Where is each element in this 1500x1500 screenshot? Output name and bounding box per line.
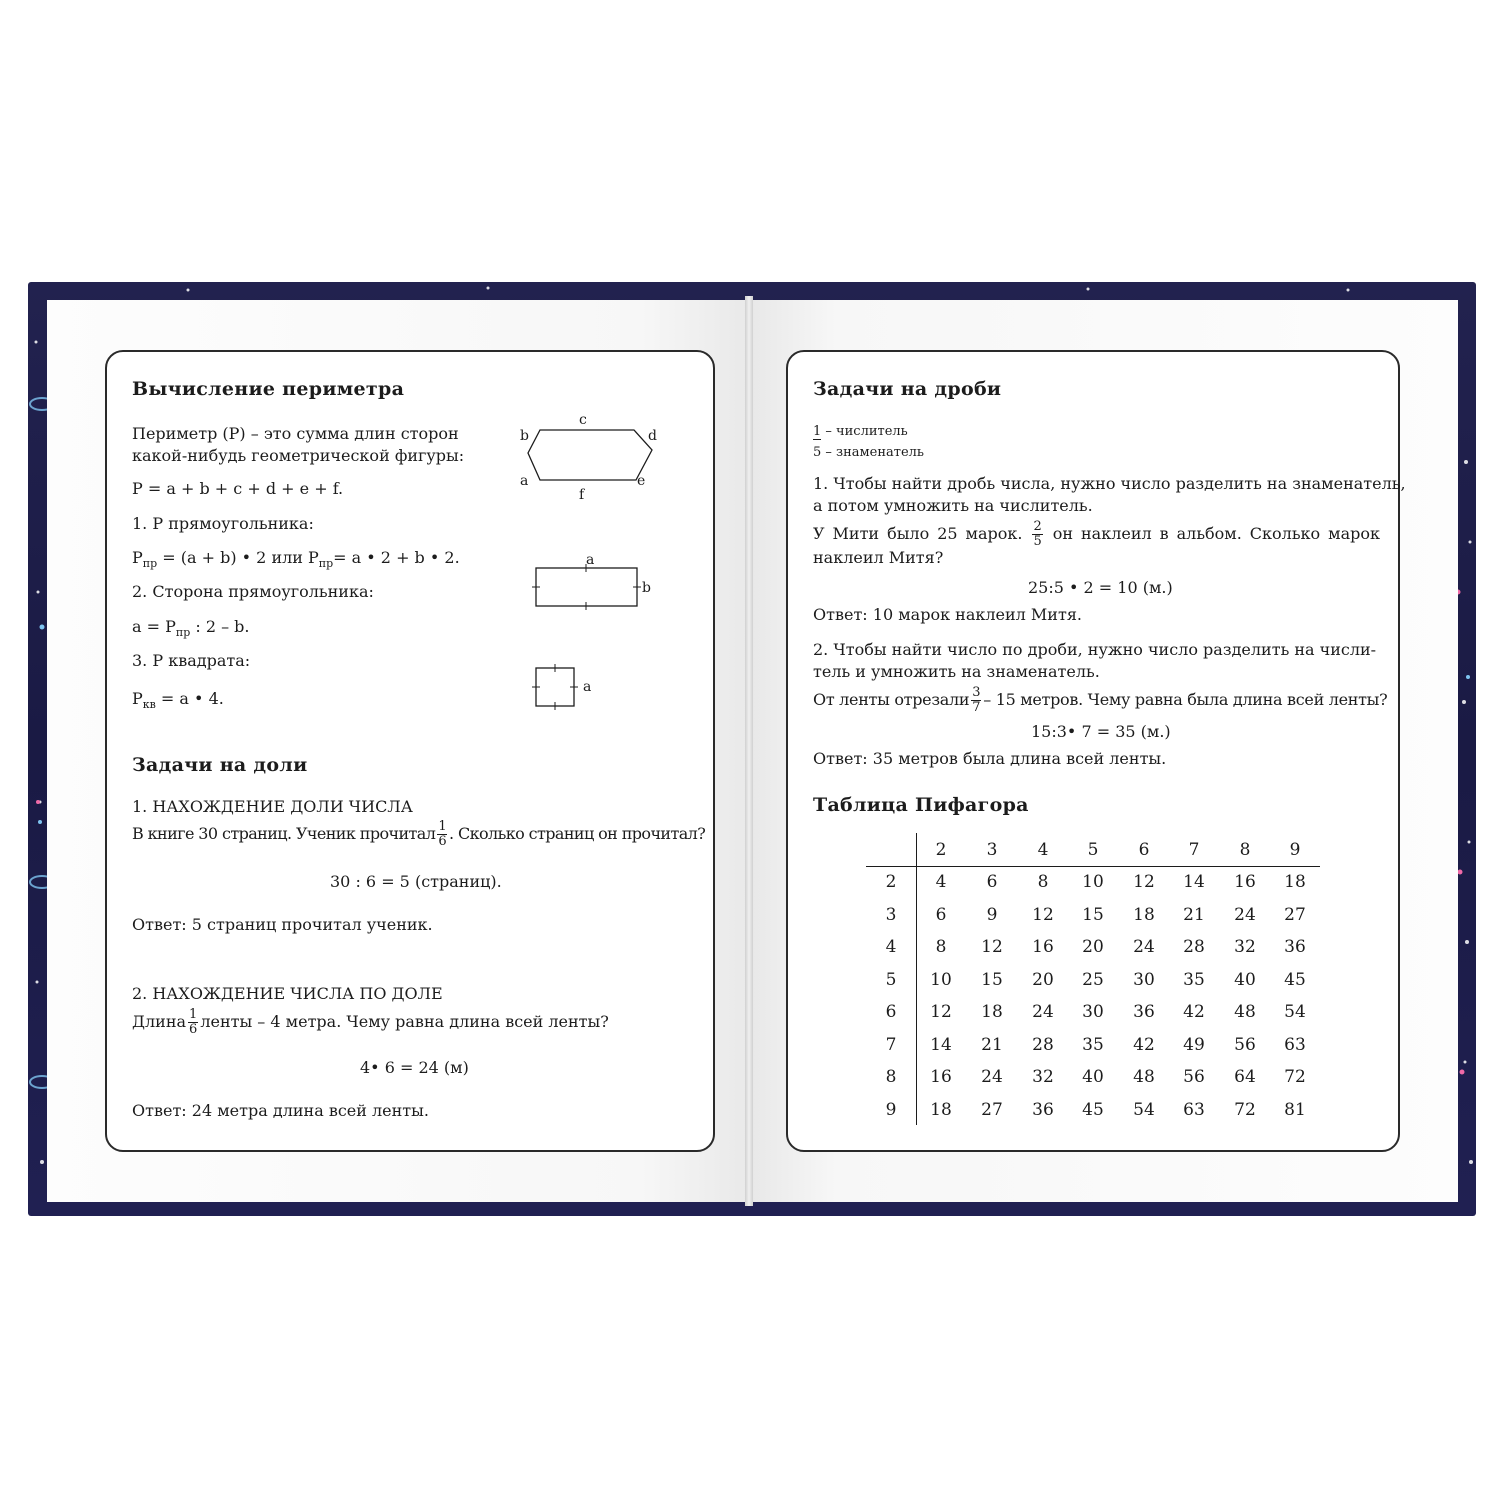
table-row-header: 3 [885, 905, 897, 925]
table-cell: 12 [1032, 905, 1054, 925]
table-cell: 14 [1183, 872, 1205, 892]
table-cell: 24 [981, 1067, 1003, 1087]
table-cell: 12 [1133, 872, 1155, 892]
table-cell: 20 [1032, 970, 1054, 990]
table-cell: 24 [1032, 1002, 1054, 1022]
table-cell: 12 [930, 1002, 952, 1022]
table-cell: 28 [1183, 937, 1205, 957]
table-cell: 36 [1284, 937, 1306, 957]
table-column-header: 2 [935, 840, 947, 860]
table-cell: 10 [1082, 872, 1104, 892]
fractions-task2-solution: 15:3• 7 = 35 (м.) [1031, 722, 1171, 741]
rect-perimeter-heading: 1. Р прямоугольника: [132, 514, 314, 533]
table-column-header: 6 [1138, 840, 1150, 860]
rect-side-formula: $a = Р_{пр}$ : 2 – b. [132, 617, 250, 639]
table-cell: 30 [1133, 970, 1155, 990]
table-row-header: 5 [885, 970, 897, 990]
table-cell: 8 [1037, 872, 1049, 892]
shares-s1-solution: 30 : 6 = 5 (страниц). [330, 872, 502, 891]
square-perimeter-heading: 3. Р квадрата: [132, 651, 251, 670]
table-cell: 32 [1234, 937, 1256, 957]
fractions-task1-answer: Ответ: 10 марок наклеил Митя. [813, 605, 1082, 624]
table-cell: 35 [1082, 1035, 1104, 1055]
hex-label-d: d [648, 428, 657, 444]
table-cell: 56 [1183, 1067, 1205, 1087]
table-row-header: 7 [885, 1035, 897, 1055]
table-cell: 48 [1234, 1002, 1256, 1022]
table-cell: 20 [1082, 937, 1104, 957]
table-cell: 72 [1234, 1100, 1256, 1120]
fraction-three-sevenths: $\frac{3}{7}$ [972, 685, 981, 715]
table-cell: 12 [981, 937, 1003, 957]
table-cell: 8 [935, 937, 947, 957]
table-cell: 63 [1284, 1035, 1306, 1055]
hex-label-b: b [520, 428, 529, 444]
table-cell: 6 [935, 905, 947, 925]
hex-label-a: a [520, 473, 529, 489]
table-column-header: 8 [1239, 840, 1251, 860]
table-cell: 63 [1183, 1100, 1205, 1120]
table-cell: 14 [930, 1035, 952, 1055]
rect-side-heading: 2. Сторона прямоугольника: [132, 582, 374, 601]
table-cell: 25 [1082, 970, 1104, 990]
fractions-rule1-line2: а потом умножить на числитель. [813, 496, 1093, 515]
table-cell: 18 [1133, 905, 1155, 925]
table-cell: 18 [930, 1100, 952, 1120]
table-row-header: 2 [885, 872, 897, 892]
table-cell: 45 [1082, 1100, 1104, 1120]
table-column-header: 9 [1289, 840, 1301, 860]
table-cell: 16 [1032, 937, 1054, 957]
hex-label-f: f [579, 487, 585, 503]
fraction-one-sixth-2: $\frac{1}{6}$ [189, 1007, 198, 1037]
shares-s1-task: В книге 30 страниц. Ученик прочитал $\frac{1}{6}$ . Сколько страниц он прочитал? [132, 819, 706, 849]
table-cell: 40 [1082, 1067, 1104, 1087]
shares-title: Задачи на доли [132, 754, 308, 776]
rect-label-a: a [586, 552, 595, 568]
table-column-header: 3 [986, 840, 998, 860]
table-row-header: 6 [885, 1002, 897, 1022]
numerator-definition: 1 – числитель [813, 424, 908, 439]
fractions-title: Задачи на дроби [813, 378, 1002, 400]
table-cell: 32 [1032, 1067, 1054, 1087]
table-cell: 49 [1183, 1035, 1205, 1055]
fractions-rule1-line1: 1. Чтобы найти дробь числа, нужно число разделить на знаменатель, [813, 474, 1406, 493]
table-cell: 40 [1234, 970, 1256, 990]
table-cell: 24 [1234, 905, 1256, 925]
pythagoras-title: Таблица Пифагора [813, 794, 1029, 816]
shares-s1-heading: 1. НАХОЖДЕНИЕ ДОЛИ ЧИСЛА [132, 797, 413, 816]
table-cell: 15 [981, 970, 1003, 990]
square-perimeter-formula: $Р_{кв} = a$ • 4. [132, 689, 224, 711]
table-cell: 30 [1082, 1002, 1104, 1022]
table-cell: 42 [1183, 1002, 1205, 1022]
table-column-header: 4 [1037, 840, 1049, 860]
table-cell: 36 [1032, 1100, 1054, 1120]
rect-label-b: b [642, 580, 651, 596]
fraction-two-fifths: $\frac{2}{5}$ [1033, 519, 1042, 549]
table-cell: 4 [935, 872, 947, 892]
table-cell: 45 [1284, 970, 1306, 990]
fractions-task1-line2: наклеил Митя? [813, 548, 944, 567]
fractions-rule2-line1: 2. Чтобы найти число по дроби, нужно число разделить на числи- [813, 640, 1377, 659]
table-cell: 72 [1284, 1067, 1306, 1087]
table-cell: 16 [930, 1067, 952, 1087]
table-cell: 36 [1133, 1002, 1155, 1022]
fractions-task2: От ленты отрезали $\frac{3}{7}$ – 15 метров. Чему равна была длина всей ленты? [813, 685, 1388, 715]
shares-s2-solution: 4• 6 = 24 (м) [360, 1058, 469, 1077]
rect-perimeter-formula: $Р_{пр} = (a + b)$ • 2 или $Р_{пр}= a$ • 2 + b • 2. [132, 548, 460, 570]
fractions-task1: У Мити было 25 марок. $\frac{2}{5}$ он наклеил в альбом. Сколько марок [813, 519, 1381, 549]
table-cell: 56 [1234, 1035, 1256, 1055]
table-row-header: 4 [885, 937, 897, 957]
table-cell: 42 [1133, 1035, 1155, 1055]
table-cell: 24 [1133, 937, 1155, 957]
perimeter-formula: P = a + b + c + d + e + f. [132, 479, 344, 498]
table-column-header: 7 [1188, 840, 1200, 860]
shares-s2-task: Длина $\frac{1}{6}$ ленты – 4 метра. Чему равна длина всей ленты? [132, 1007, 609, 1037]
table-cell: 18 [1284, 872, 1306, 892]
perimeter-def-line1: Периметр (Р) – это сумма длин сторон [132, 424, 459, 443]
table-cell: 54 [1133, 1100, 1155, 1120]
table-cell: 15 [1082, 905, 1104, 925]
square-label-a: a [583, 679, 592, 695]
table-cell: 28 [1032, 1035, 1054, 1055]
hex-label-c: c [579, 412, 587, 428]
table-cell: 48 [1133, 1067, 1155, 1087]
perimeter-title: Вычисление периметра [132, 378, 405, 400]
table-row-header: 9 [885, 1100, 897, 1120]
shares-s2-heading: 2. НАХОЖДЕНИЕ ЧИСЛА ПО ДОЛЕ [132, 984, 443, 1003]
table-cell: 16 [1234, 872, 1256, 892]
table-cell: 27 [1284, 905, 1306, 925]
table-cell: 27 [981, 1100, 1003, 1120]
hex-label-e: e [637, 473, 646, 489]
table-cell: 21 [1183, 905, 1205, 925]
table-cell: 81 [1284, 1100, 1306, 1120]
fractions-task2-answer: Ответ: 35 метров была длина всей ленты. [813, 749, 1167, 768]
shares-s2-answer: Ответ: 24 метра длина всей ленты. [132, 1101, 429, 1120]
table-cell: 54 [1284, 1002, 1306, 1022]
fractions-rule2-line2: тель и умножить на знаменатель. [813, 662, 1100, 681]
fraction-one-sixth: $\frac{1}{6}$ [438, 819, 446, 849]
table-cell: 64 [1234, 1067, 1256, 1087]
table-cell: 35 [1183, 970, 1205, 990]
rectangle-figure [530, 564, 645, 612]
shares-s1-answer: Ответ: 5 страниц прочитал ученик. [132, 915, 433, 934]
book-spine [745, 296, 753, 1206]
table-cell: 9 [986, 905, 998, 925]
table-column-header: 5 [1087, 840, 1099, 860]
table-cell: 10 [930, 970, 952, 990]
table-cell: 21 [981, 1035, 1003, 1055]
square-figure [530, 662, 580, 712]
denominator-definition: 5 – знаменатель [813, 445, 924, 460]
table-cell: 6 [986, 872, 998, 892]
table-cell: 18 [981, 1002, 1003, 1022]
table-row-header: 8 [885, 1067, 897, 1087]
perimeter-def-line2: какой-нибудь геометрической фигуры: [132, 446, 465, 465]
fractions-task1-solution: 25:5 • 2 = 10 (м.) [1028, 578, 1173, 597]
